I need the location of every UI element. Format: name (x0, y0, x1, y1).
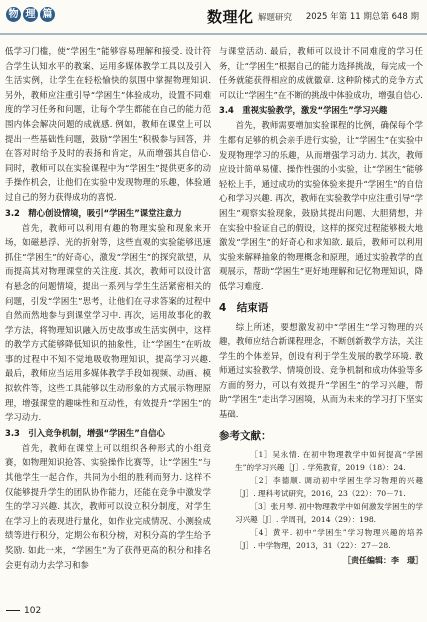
logo-char: 物 (6, 7, 21, 22)
reference-item: ［3］张月琴. 初中物理教学中如何激发学困生的学习兴趣［J］. 学周刊，2014（29）：198. (235, 501, 423, 524)
paragraph: 首先，教师在课堂上可以组织各种形式的小组竞赛，如物理知识抢答、实验操作比赛等，让“学困生”与其他学生一起合作，共同为小组的胜利而努力. 这样不仅能够提升学生的团队协作能力，还能在竞争中激发学生的学习兴趣. 其次，教师可以设立积分制度，对学生在学习上的表现进行量化，如作业完成情况、小测验成绩等进行积分，定期公布积分榜，对积分高的学生给予奖励. 如此一来，“学困生”为了获得更高的积分和排名会更有动力去学习和参 (5, 442, 211, 570)
page-header (0, 0, 427, 40)
paragraph: 与课堂活动. 最后，教师可以设计不同难度的学习任务，让“学困生”根据自己的能力选择挑战，每完成一个任务就能获得相应的成就徽章. 这种阶梯式的竞争方式可以让“学困生”在不断的挑战中体验成功，增强自信心. (219, 46, 423, 100)
logo-char: 篇 (40, 7, 55, 22)
section-heading-3-3: 3.3 引入竞争机制，增强“学困生”自信心 (5, 427, 165, 438)
paragraph: 首先，教师需要增加实验课程的比例，确保每个学生都有足够的机会亲手进行实验，让“学困生”在实验中发现物理学习的乐趣，从而增强学习动力. 其次，教师应设计简单易懂、操作性强的小实验，让“学困生”能够轻松上手，通过成功的实验体验来提升“学困生”的自信心和学习兴趣. 再次，教师在实验教学中应注重引导“学困生”观察实验现象，鼓励其提出问题、大胆猜想，并在实验中验证自己的假设，这样的探究过程能够极大地激发“学困生”的好奇心和求知欲. 最后，教师可以利用实验来解释抽象的物理概念和原理，通过实验教学的直观展示，帮助“学困生”更好地理解和记忆物理知识，降低学习难度. (219, 120, 423, 291)
header-rule (0, 33, 427, 35)
journal-subtitle: 解题研究 (258, 13, 293, 23)
paragraph: 综上所述，要想激发初中“学困生”学习物理的兴趣，教师应结合新课程理念，不断创新教学方法，关注学生的个体差异，创设有利于学生发展的教学环境. 教师通过实验教学、情境创设、竞争机制和成功体验等多方面的努力，可以有效提升“学困生”的学习兴趣，帮助“学困生”走出学习困境，从而为未来的学习打下坚实基础. (219, 321, 423, 420)
responsible-editor: ［责任编辑：李 璟］ (343, 555, 423, 565)
issue-info: 2025 年第 11 期总第 648 期 (305, 12, 419, 22)
reference-item: ［1］吴永情. 在初中物理教学中如何提高“学困生”的学习兴趣［J］. 学苑教育，2019（18）：24. (235, 449, 423, 472)
right-column (219, 44, 423, 568)
page-number: 102 (6, 606, 41, 616)
paragraph: 首先，教师可以利用有趣的物理实验和现象来开场，如磁悬浮、光的折射等，这些直观的实验能够迅速抓住“学困生”的好奇心，激发“学困生”的探究欲望，从而提高其对物理课堂的关注度. 其次，教师可以设计富有悬念的问题情境，提出一系列与学生生活紧密相关的问题，引发“学困生”思考，让他们在寻求答案的过程中自然而然地参与到课堂学习中. 再次，运用故事化的教学方法，将物理知识融入历史故事或生活实例中，这样的教学方式能够降低知识的抽象性，让“学困生”在听故事的过程中不知不觉地吸收物理知识，提高学习兴趣. 最后，教师应当运用多媒体教学手段如视频、动画、模拟软件等，这些工具能够以生动形象的方式展示物理原理，增强课堂的趣味性和互动性，有效提升“学困生”的学习动力. (5, 222, 211, 423)
journal-title: 数理化 (207, 8, 254, 26)
section-logo (6, 7, 55, 22)
reference-item: ［2］李德顺. 调动初中学困生学习物理的兴趣［J］. 理科考试研究，2016，23（22）：70－71. (235, 475, 423, 498)
left-column (5, 44, 211, 572)
reference-item: ［4］黄平. 初中“学困生”学习物理兴趣的培养［J］. 中学物理，2013，31（22）：27－28. (235, 527, 423, 550)
section-heading-3-2: 3.2 精心创设情境，吸引“学困生”课堂注意力 (5, 207, 182, 218)
section-heading-3-4: 3.4 重视实验教学，激发“学困生”学习兴趣 (219, 105, 388, 116)
paragraph: 低学习门槛，使“学困生”能够容易理解和接受. 设计符合学生认知水平的教案、运用多媒体教学工具以及引入生活实例，让学生在轻松愉快的氛围中掌握物理知识. 另外，教师应注重引导“学困生”体验成功，设置不同难度的学习任务和问题，让每个学生都能在自己的能力范围内体会解决问题的成就感. 例如，教师在课堂上可以提出一些基础性问题，鼓励“学困生”积极参与回答，并在答对时给予及时的表扬和肯定，从而增强其自信心. 同时，教师可以在实验课程中为“学困生”提供更多的动手操作机会，让他们在实验中发现物理的乐趣，体验通过自己的努力获得成功的喜悦. (5, 46, 211, 202)
references-heading: 参考文献： (219, 429, 272, 442)
section-heading-conclusion: 4 结束语 (219, 301, 269, 314)
logo-char: 理 (23, 7, 38, 22)
